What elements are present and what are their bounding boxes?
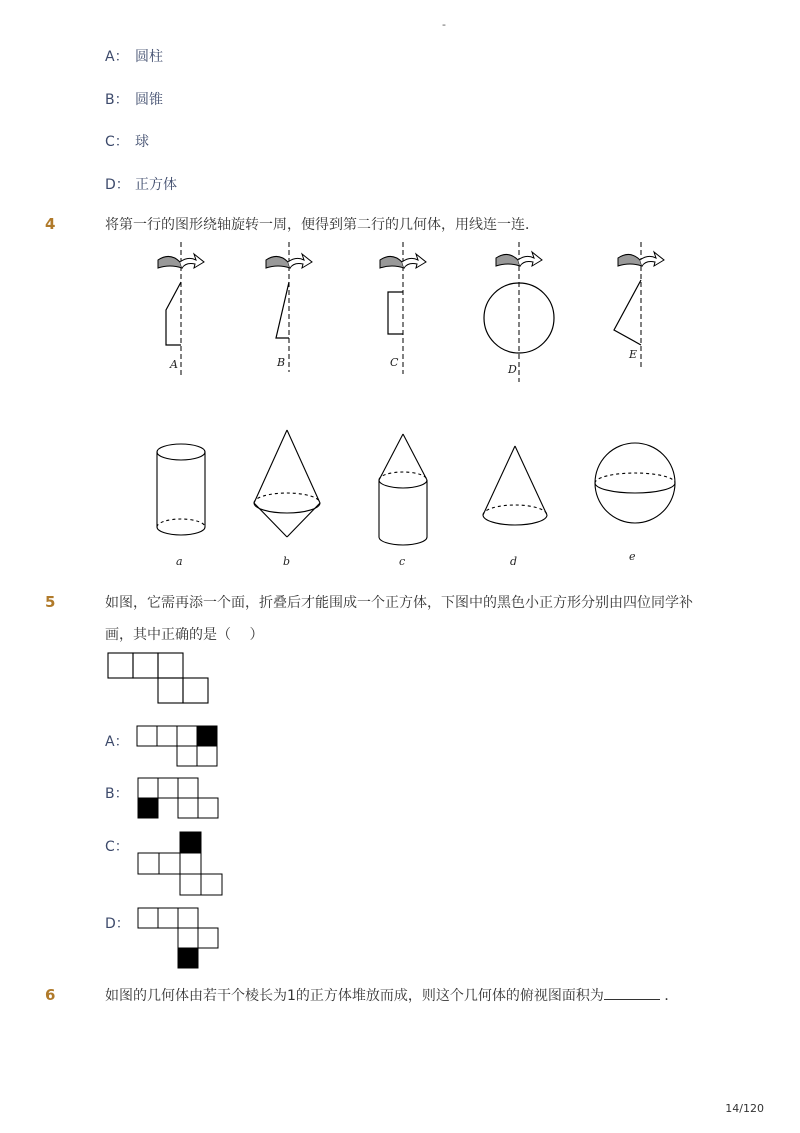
label-a: A (170, 358, 178, 371)
option-label: B： (105, 786, 129, 802)
solid-b-double-cone (254, 430, 320, 568)
label-d: D (508, 363, 517, 376)
question-6-suffix: ． (664, 988, 679, 1004)
solid-d-cone (483, 446, 547, 568)
label-solid-e: e (629, 550, 636, 563)
option-label: D： (105, 916, 130, 932)
option-label: D： (105, 177, 130, 193)
question-number-4: 4 (45, 215, 56, 233)
question-5-text-line2: 画，其中正确的是（ ） (105, 627, 264, 643)
question-number-5: 5 (45, 593, 56, 611)
question-number-6: 6 (45, 986, 56, 1004)
solid-c-cone-cylinder (379, 434, 427, 568)
option-label: A： (105, 734, 129, 750)
question-4-text: 将第一行的图形绕轴旋转一周，便得到第二行的几何体，用线连一连． (105, 217, 539, 233)
option-text: 正方体 (135, 177, 177, 193)
q5-option-d[interactable] (105, 913, 130, 933)
net-option-a (137, 726, 217, 766)
q5-option-c[interactable] (105, 836, 129, 856)
shape-b-triangle (266, 242, 312, 372)
label-e: E (629, 348, 638, 361)
solid-a-cylinder (157, 444, 205, 568)
option-label: C： (105, 134, 129, 150)
q5-option-a[interactable] (105, 731, 129, 751)
option-label: B： (105, 92, 129, 108)
option-text: 圆锥 (135, 92, 163, 108)
question-5-text-line1: 如图，它需再添一个面，折叠后才能围成一个正方体，下图中的黑色小正方形分别由四位同学补 (105, 595, 693, 611)
shape-a-trapezoid (158, 242, 204, 378)
question-6-text: 如图的几何体由若干个棱长为1的正方体堆放而成，则这个几何体的俯视图面积为 (105, 988, 604, 1004)
label-b: B (277, 356, 286, 369)
shape-e-triangle (614, 242, 664, 368)
header-mark: - (442, 18, 446, 31)
option-text: 球 (135, 134, 149, 150)
option-text: 圆柱 (135, 49, 163, 65)
label-solid-a: a (176, 555, 183, 568)
label-c: C (390, 356, 399, 369)
question-6 (105, 980, 678, 1012)
label-solid-b: b (283, 555, 291, 568)
label-solid-c: c (399, 555, 406, 568)
net-option-b (138, 778, 218, 818)
answer-blank[interactable] (604, 985, 660, 1000)
q5-option-b[interactable] (105, 783, 129, 803)
net-option-c (138, 832, 222, 895)
shape-c-rectangle (380, 242, 426, 374)
net-option-d (138, 908, 218, 968)
base-net (108, 653, 208, 703)
label-solid-d: d (510, 555, 518, 568)
shape-d-circle (484, 242, 554, 382)
solid-e-sphere (595, 443, 675, 563)
option-label: C： (105, 839, 129, 855)
option-label: A： (105, 49, 129, 65)
page-number: 14/120 (725, 1102, 764, 1115)
